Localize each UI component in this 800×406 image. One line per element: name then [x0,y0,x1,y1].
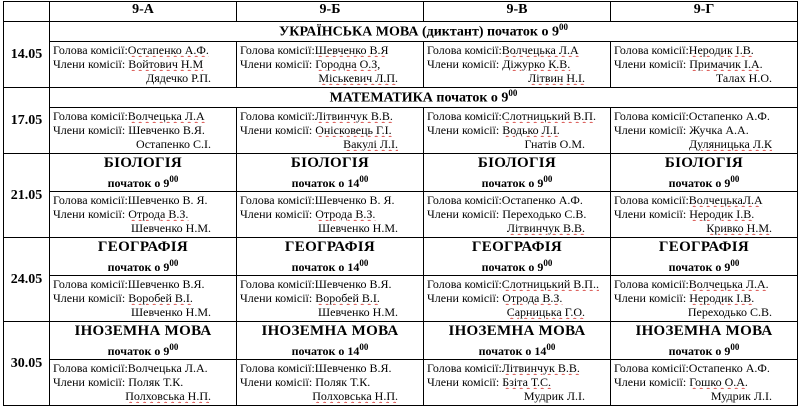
commission-cell [50,360,237,406]
commission-row [4,276,798,322]
start-time-superscript: 00 [169,342,179,352]
head-label: Голова комісії: [53,193,128,207]
start-time-superscript: 00 [169,258,179,268]
commission-cell [611,276,798,322]
members-label: Члени комісії: [53,291,126,305]
subject-name: БІОЛОГІЯ [664,155,744,171]
head-name: ВолчецькаЛ.А [688,193,763,207]
head-label: Голова комісії: [427,193,502,207]
members-line [240,123,420,137]
members-label: Члени комісії: [240,375,313,389]
subject-row [4,22,798,42]
subject-name: ГЕОГРАФІЯ [97,239,189,255]
members-label: Члени комісії: [427,375,500,389]
head-label: Голова комісії: [240,193,315,207]
subject-name: ГЕОГРАФІЯ [471,239,563,255]
members-label: Члени комісії: [240,207,313,221]
head-line [427,193,607,207]
subject-cell [50,238,237,276]
member-name: Воробей В.І. [315,291,380,305]
member-line [427,221,607,235]
head-line [427,43,607,57]
member-line [614,221,794,235]
head-name: Волчецька Л.А. [127,361,208,375]
member-name: Гошко О.А. [689,375,748,389]
member-name: Талах Н.О. [715,71,772,85]
members-line [53,375,233,389]
head-line [240,277,420,291]
member-name: Діжурко К.В. [502,57,571,71]
subject-row [4,88,798,108]
exam-date: 14.05 [4,22,50,88]
start-time-superscript: 00 [730,174,740,184]
commission-cell [237,192,424,238]
members-line [53,207,233,221]
class-header: 9-Б [237,2,424,22]
member-line [53,305,233,319]
head-name: Літвинчук В.В. [314,109,393,123]
member-name: Вакулі Л.І. [343,137,398,151]
head-label: Голова комісії: [427,109,502,123]
head-line [614,361,794,375]
subject-name: БІОЛОГІЯ [477,155,557,171]
start-time-superscript: 00 [169,174,179,184]
head-label: Голова комісії: [427,361,502,375]
members-line [427,207,607,221]
commission-cell [424,276,611,322]
commission-cell [424,360,611,406]
head-line [240,193,420,207]
members-line [53,123,233,137]
member-line [53,221,233,235]
member-name: Переходько С.В. [502,207,587,221]
member-line [427,305,607,319]
members-line [53,57,233,71]
head-name: Шевченко В.Я. [314,361,392,375]
member-name: Шевченко Н.М. [318,221,398,235]
head-line [240,109,420,123]
head-name: Слотницький В.П. [501,109,596,123]
subject-cell [611,322,798,360]
start-time [611,172,797,191]
members-label: Члени комісії: [427,57,500,71]
start-time-text: початок о 9 [107,176,170,190]
member-line [53,137,233,151]
commission-cell [424,108,611,154]
start-time [237,172,423,191]
start-time-text: початок о 9 [668,344,731,358]
start-time-text: початок о 14 [291,260,360,274]
subject-cell [237,154,424,192]
exam-date: 21.05 [4,154,50,238]
commission-cell [237,108,424,154]
start-time [50,340,236,359]
members-label: Члени комісії: [53,207,126,221]
member-name: Примачик І.А. [689,57,763,71]
subject-row [4,238,798,276]
head-label: Голова комісії: [53,109,128,123]
member-name: Остапенко С.І. [136,137,211,151]
member-name: Дядечко Р.П. [146,71,211,85]
subject-name: БІОЛОГІЯ [103,155,183,171]
subject-title [50,88,798,108]
commission-cell [50,42,237,88]
commission-cell [237,42,424,88]
members-line [240,291,420,305]
head-label: Голова комісії: [240,361,315,375]
start-time-text: початок о 9 [668,176,731,190]
member-name: Полховська Н.П. [312,389,398,403]
member-name: Сарницька Г.О. [506,305,585,319]
head-line [614,43,794,57]
head-name: Волчецька Л.А. [688,277,769,291]
head-name: Волчецька Л.А [501,43,579,57]
members-label: Члени комісії: [240,123,313,137]
members-line [240,375,420,389]
head-name: Літвинчук В.В. [501,361,580,375]
members-line [427,375,607,389]
member-name: Онісковець Г.І. [315,123,392,137]
head-line [427,109,607,123]
start-time-superscript: 00 [558,22,568,33]
member-name: Гнатів О.М. [524,137,585,151]
start-time-superscript: 00 [546,342,556,352]
subject-cell [50,322,237,360]
head-line [427,277,607,291]
head-line [427,361,607,375]
start-time-superscript: 00 [359,258,369,268]
member-line [427,389,607,403]
members-label: Члени комісії: [240,291,313,305]
exam-date: 17.05 [4,88,50,154]
member-name: Мудрик Л.І. [523,389,585,403]
class-header: 9-Г [611,2,798,22]
head-line [53,109,233,123]
member-name: Отрода В.З. [502,291,563,305]
members-label: Члени комісії: [427,291,500,305]
head-label: Голова комісії: [614,109,689,123]
start-time-superscript: 00 [730,342,740,352]
members-line [614,123,794,137]
head-name: Шевченко В.Я. [127,277,205,291]
start-time [424,172,610,191]
start-time [50,172,236,191]
start-time-text: початок о 14 [291,344,360,358]
member-line [240,389,420,403]
head-name: Неродик І.В. [688,43,754,57]
head-line [53,277,233,291]
member-name: Полховська Н.П. [125,389,211,403]
subject-name: ІНОЗЕМНА МОВА [448,323,586,339]
start-time [611,256,797,275]
members-label: Члени комісії: [614,291,687,305]
commission-cell [424,192,611,238]
members-line [53,291,233,305]
start-time-superscript: 00 [359,174,369,184]
commission-cell [50,192,237,238]
members-label: Члени комісії: [614,375,687,389]
subject-title [50,22,798,42]
commission-cell [237,360,424,406]
commission-row [4,108,798,154]
member-name: Войтович Н.М [128,57,204,71]
member-name: Бзіта Т.С. [502,375,552,389]
exam-date: 30.05 [4,322,50,406]
subject-name: ІНОЗЕМНА МОВА [261,323,399,339]
start-time [50,256,236,275]
members-line [427,291,607,305]
subject-cell [611,154,798,192]
members-line [614,375,794,389]
member-line [427,71,607,85]
member-name: Шевченко В.Я. [128,123,205,137]
members-line [614,291,794,305]
subject-cell [611,238,798,276]
member-name: Дуляницька Л.К [688,137,772,151]
subject-cell [237,238,424,276]
commission-row [4,42,798,88]
subject-name: ІНОЗЕМНА МОВА [74,323,212,339]
subject-cell [424,238,611,276]
member-line [614,137,794,151]
members-line [614,207,794,221]
members-label: Члени комісії: [53,123,126,137]
start-time [611,340,797,359]
head-line [240,43,420,57]
exam-date: 24.05 [4,238,50,322]
commission-cell [611,192,798,238]
head-line [53,43,233,57]
member-line [53,71,233,85]
subject-row [4,154,798,192]
members-label: Члени комісії: [53,375,126,389]
head-label: Голова комісії: [614,193,689,207]
member-line [53,389,233,403]
commission-cell [424,42,611,88]
members-label: Члени комісії: [240,57,313,71]
member-name: Міськевич Л.П. [318,71,398,85]
subject-cell [424,322,611,360]
commission-cell [237,276,424,322]
members-label: Члени комісії: [427,207,500,221]
head-line [240,361,420,375]
subject-name: МАТЕМАТИКА початок о 9 [329,90,509,106]
start-time [237,256,423,275]
start-time [424,340,610,359]
commission-row [4,192,798,238]
start-time-text: початок о 9 [107,344,170,358]
head-label: Голова комісії: [53,361,128,375]
start-time-text: початок о 14 [291,176,360,190]
head-name: Шевченко В. Я. [314,193,395,207]
member-line [614,305,794,319]
member-name: Городна О.З, [315,57,381,71]
head-name: Слотницький В.П.. [501,277,599,291]
head-name: Остапенко А.Ф. [127,43,209,57]
start-time [424,256,610,275]
subject-name: БІОЛОГІЯ [290,155,370,171]
head-label: Голова комісії: [240,43,315,57]
start-time-text: початок о 9 [481,260,544,274]
start-time-text: початок о 9 [107,260,170,274]
members-label: Члени комісії: [53,57,126,71]
commission-row [4,360,798,406]
head-name: Шевченко В.Я. [314,277,392,291]
class-header: 9-А [50,2,237,22]
subject-cell [237,322,424,360]
head-line [614,277,794,291]
member-name: Отрода В.З. [128,207,189,221]
start-time-text: початок о 9 [668,260,731,274]
head-label: Голова комісії: [614,43,689,57]
head-label: Голова комісії: [53,277,128,291]
start-time-superscript: 00 [730,258,740,268]
head-name: Остапенко А.Ф. [688,361,770,375]
head-label: Голова комісії: [240,109,315,123]
header-row [4,2,798,22]
start-time-text: початок о 9 [481,176,544,190]
member-line [427,137,607,151]
header-corner [4,2,50,22]
member-name: Неродик І.В. [689,207,755,221]
member-line [614,71,794,85]
member-name: Шевченко Н.М. [131,305,211,319]
commission-cell [611,42,798,88]
member-name: Поляк Т.К. [128,375,184,389]
member-line [240,137,420,151]
start-time-superscript: 00 [508,88,518,99]
head-name: Остапенко А.Ф. [501,193,583,207]
members-line [427,57,607,71]
head-label: Голова комісії: [427,277,502,291]
members-label: Члени комісії: [614,123,687,137]
member-name: Жучка А.А. [689,123,749,137]
commission-cell [611,108,798,154]
commission-cell [611,360,798,406]
head-label: Голова комісії: [614,361,689,375]
commission-cell [50,276,237,322]
members-label: Члени комісії: [614,57,687,71]
member-name: Неродик І.В. [689,291,755,305]
head-name: Шевченко В.Я [314,43,389,57]
members-line [240,57,420,71]
members-line [427,123,607,137]
commission-cell [50,108,237,154]
member-line [614,389,794,403]
head-line [614,109,794,123]
head-label: Голова комісії: [53,43,128,57]
members-label: Члени комісії: [614,207,687,221]
members-line [614,57,794,71]
member-line [240,71,420,85]
member-line [240,221,420,235]
head-name: Волчецька Л.А [127,109,205,123]
member-name: Мудрик Л.І. [710,389,772,403]
subject-cell [50,154,237,192]
head-line [53,193,233,207]
start-time-superscript: 00 [359,342,369,352]
member-name: Воробей В.І. [128,291,193,305]
subject-name: УКРАЇНСЬКА МОВА (диктант) початок о 9 [279,24,559,40]
start-time-superscript: 00 [543,258,553,268]
member-name: Переходько С.В. [687,305,772,319]
member-line [240,305,420,319]
head-line [614,193,794,207]
subject-name: ГЕОГРАФІЯ [284,239,376,255]
members-line [240,207,420,221]
schedule-body [4,22,798,406]
head-label: Голова комісії: [240,277,315,291]
member-name: Літвин Н.І. [528,71,585,85]
member-name: Літвинчук В.В. [506,221,585,235]
exam-schedule-table [3,1,798,406]
member-name: Кривко Н.М. [706,221,772,235]
member-name: Отрода В.З. [315,207,376,221]
subject-name: ГЕОГРАФІЯ [658,239,750,255]
subject-name: ІНОЗЕМНА МОВА [635,323,773,339]
member-name: Шевченко Н.М. [318,305,398,319]
head-line [53,361,233,375]
member-name: Водько Л.І. [502,123,560,137]
start-time-superscript: 00 [543,174,553,184]
start-time-text: початок о 14 [478,344,547,358]
members-label: Члени комісії: [427,123,500,137]
subject-row [4,322,798,360]
head-label: Голова комісії: [614,277,689,291]
member-name: Шевченко Н.М. [131,221,211,235]
head-name: Остапенко А.Ф. [688,109,770,123]
start-time [237,340,423,359]
member-name: Поляк Т.К. [315,375,371,389]
class-header: 9-В [424,2,611,22]
subject-cell [424,154,611,192]
head-name: Шевченко В. Я. [127,193,208,207]
head-label: Голова комісії: [427,43,502,57]
